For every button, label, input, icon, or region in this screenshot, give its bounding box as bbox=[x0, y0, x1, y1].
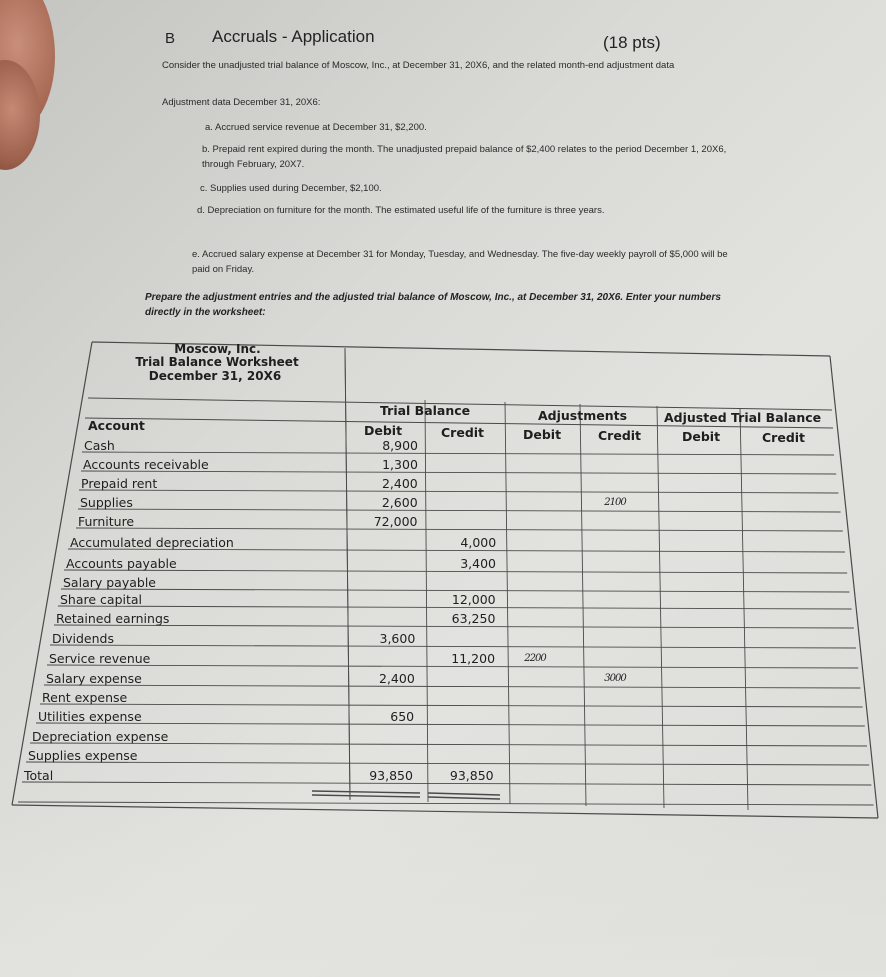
tb-credit-header: Credit bbox=[441, 425, 485, 440]
adj-credit-cell: 3000 bbox=[604, 673, 626, 684]
tb-debit-cell: 93,850 bbox=[369, 768, 413, 783]
account-name: Accounts receivable bbox=[83, 457, 209, 472]
tb-credit-cell: 3,400 bbox=[460, 556, 496, 571]
adjustment-heading: Adjustment data December 31, 20X6: bbox=[162, 97, 321, 108]
tb-credit-cell: 93,850 bbox=[449, 768, 494, 783]
account-name: Dividends bbox=[52, 631, 114, 646]
account-header: Account bbox=[88, 418, 145, 433]
adjustment-item-c: c. Supplies used during December, $2,100. bbox=[200, 183, 382, 194]
adjustment-item-a: a. Accrued service revenue at December 31, $2,200. bbox=[205, 122, 427, 133]
tb-debit-cell: 2,400 bbox=[381, 476, 418, 491]
tb-debit-cell: 72,000 bbox=[373, 514, 418, 529]
adjustments-header: Adjustments bbox=[538, 408, 628, 423]
account-name: Supplies expense bbox=[28, 748, 138, 763]
account-name: Rent expense bbox=[42, 690, 128, 705]
account-name: Supplies bbox=[80, 495, 133, 510]
atb-debit-header: Debit bbox=[682, 429, 721, 444]
adjustment-item-d: d. Depreciation on furniture for the month. The estimated useful life of the furniture is three years. bbox=[197, 205, 605, 216]
tb-credit-cell: 4,000 bbox=[460, 535, 497, 550]
tb-credit-cell: 63,250 bbox=[451, 611, 496, 626]
adjusted-trial-balance-header: Adjusted Trial Balance bbox=[664, 410, 822, 425]
account-name: Cash bbox=[84, 438, 115, 453]
adjustment-item-b: b. Prepaid rent expired during the month. The unadjusted prepaid balance of $2,400 relates to the period December 1, 20X6, through February, 20X7. bbox=[202, 144, 727, 170]
account-name: Total bbox=[24, 768, 54, 783]
intro-text: Consider the unadjusted trial balance of Moscow, Inc., at December 31, 20X6, and the related month-end adjustment data bbox=[162, 60, 675, 71]
tb-debit-cell: 3,600 bbox=[379, 631, 416, 646]
account-name: Salary payable bbox=[63, 575, 156, 590]
tb-debit-header: Debit bbox=[364, 423, 403, 438]
tb-debit-cell: 650 bbox=[390, 709, 415, 724]
account-name: Accounts payable bbox=[66, 556, 177, 571]
adj-credit-header: Credit bbox=[598, 428, 642, 443]
section-title: Accruals - Application bbox=[212, 27, 375, 46]
adj-debit-header: Debit bbox=[523, 427, 562, 442]
account-name: Utilities expense bbox=[38, 709, 142, 724]
section-letter: B bbox=[165, 30, 176, 47]
account-name: Share capital bbox=[60, 592, 143, 607]
instruction-text: Prepare the adjustment entries and the adjusted trial balance of Moscow, Inc., at December 31, 20X6. Enter your numbers directly in the worksheet: bbox=[145, 292, 721, 318]
tb-debit-cell: 2,600 bbox=[381, 495, 418, 510]
adjustment-item-e: e. Accrued salary expense at December 31 for Monday, Tuesday, and Wednesday. The five-day weekly payroll of $5,000 will be paid on Friday. bbox=[192, 249, 728, 275]
worksheet-date: December 31, 20X6 bbox=[148, 369, 282, 383]
paper-lower-area bbox=[0, 820, 886, 977]
account-name: Prepaid rent bbox=[81, 476, 158, 491]
atb-credit-header: Credit bbox=[762, 430, 806, 445]
tb-credit-cell: 11,200 bbox=[451, 651, 496, 666]
tb-debit-cell: 1,300 bbox=[382, 457, 418, 472]
account-name: Salary expense bbox=[46, 671, 142, 686]
account-name: Accumulated depreciation bbox=[70, 535, 234, 550]
account-name: Depreciation expense bbox=[32, 729, 169, 744]
worksheet-company: Moscow, Inc. bbox=[174, 342, 261, 356]
points-label: (18 pts) bbox=[603, 33, 661, 52]
trial-balance-header: Trial Balance bbox=[380, 403, 471, 418]
adj-credit-cell: 2100 bbox=[604, 497, 626, 508]
worksheet-title: Trial Balance Worksheet bbox=[135, 355, 299, 369]
account-name: Retained earnings bbox=[56, 611, 170, 626]
account-name: Service revenue bbox=[49, 651, 151, 666]
tb-debit-cell: 2,400 bbox=[379, 671, 415, 686]
account-name: Furniture bbox=[78, 514, 135, 529]
tb-credit-cell: 12,000 bbox=[451, 592, 496, 607]
tb-debit-cell: 8,900 bbox=[382, 438, 418, 453]
adj-debit-cell: 2200 bbox=[524, 653, 546, 664]
